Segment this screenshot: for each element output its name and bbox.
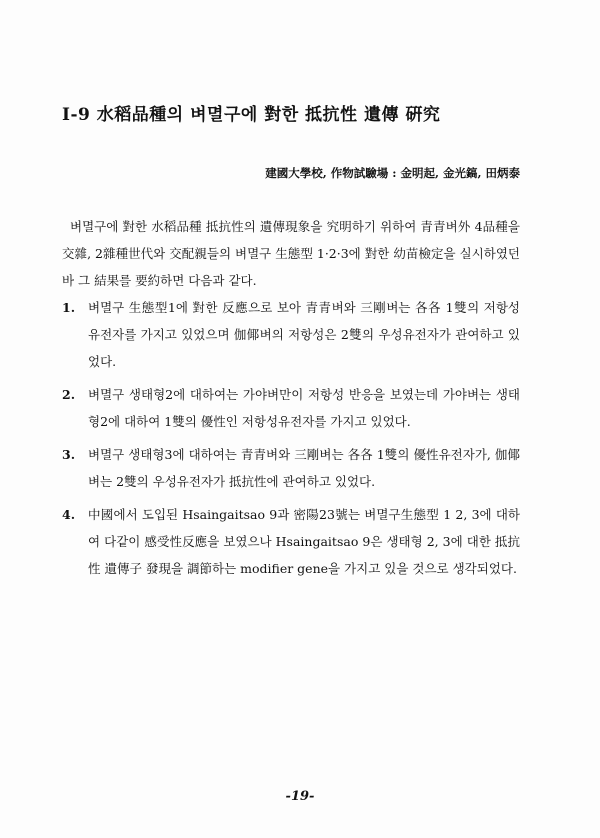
finding-item (62, 381, 520, 435)
finding-number: 1. (62, 300, 76, 315)
finding-item (62, 441, 520, 495)
page-number: -19- (285, 789, 315, 804)
finding-text: 벼멸구 생태형2에 대하여는 가야벼만이 저항성 반응을 보였는데 가야벼는 생태형2에 대하여 1雙의 優性인 저항성유전자를 가지고 있었다. (88, 387, 520, 429)
findings-list (62, 294, 520, 582)
intro-paragraph: 벼멸구에 對한 水稻品種 抵抗性의 遺傳現象을 究明하기 위하여 青青벼外 4品種을 交雜, 2雜種世代와 交配親들의 벼멸구 生態型 1·2·3에 對한 幼苗檢定을 실시하였던바 그 結果를 要約하면 다음과 같다. (62, 219, 520, 288)
finding-item (62, 501, 520, 582)
finding-text: 벼멸구 生態型1에 對한 反應으로 보아 青青벼와 三剛벼는 各各 1雙의 저항성 유전자를 가지고 있었으며 伽倻벼의 저항성은 2雙의 우성유전자가 관여하고 있었다. (88, 300, 520, 369)
finding-number: 3. (62, 447, 76, 462)
finding-item (62, 294, 520, 375)
finding-text: 벼멸구 생태형3에 대하여는 青青벼와 三剛벼는 各各 1雙의 優性유전자가, 伽倻벼는 2雙의 우성유전자가 抵抗性에 관여하고 있었다. (88, 447, 520, 489)
paper-title: I-9 水稻品種의 벼멸구에 對한 抵抗性 遺傳 硏究 (62, 105, 441, 125)
finding-number: 4. (62, 507, 76, 522)
finding-number: 2. (62, 387, 76, 402)
author-affiliation: 建國大學校, 作物試驗場 : 金明起, 金光鎬, 田炳泰 (265, 166, 520, 180)
abstract-body (62, 213, 520, 582)
finding-text: 中國에서 도입된 Hsaingaitsao 9과 密陽23號는 벼멸구生態型 1 2, 3에 대하여 다같이 感受性反應을 보였으나 Hsaingaitsao 9은 생태형 2, 3에 대한 抵抗性 遺傳子 發現을 調節하는 modifier gene을 가지고 있을 것으로 생각되었다. (88, 507, 520, 576)
